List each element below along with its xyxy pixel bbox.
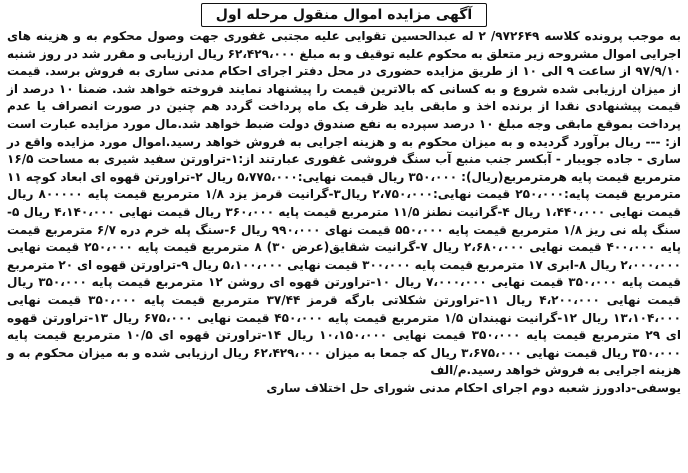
title-bar [7, 3, 681, 27]
notice-title: آگهی مزایده اموال منقول مرحله اول [201, 3, 487, 27]
notice-signature: یوسفی-دادورز شعبه دوم اجرای احکام مدنی شورای حل اختلاف ساری [266, 380, 681, 395]
notice-body: به موجب پرونده کلاسه ۹۷۲۶۴۹/ ۲ له عبدالحسین تقوایی علیه مجتبی غفوری جهت وصول محکوم به و هزینه های اجرایی اموال مشروحه زیر متعلق به محکوم علیه توقیف و به مبلغ ۶۲،۴۲۹،۰۰۰ ریال ارزیابی و مقرر شد در روز شنبه ۹۷/۹/۱۰ از ساعت ۹ الی ۱۰ از طریق مزایده حضوری در محل دفتر اجرای احکام مدنی ساری به فروش برسد. قیمت از میزان ارزیابی شده شروع و به کسانی که بالاترین قیمت را پیشنهاد نمایند فروخته خواهد شد. ضمنا ۱۰ درصد از قیمت پیشنهادی نقدا از برنده اخذ و مابقی باید ظرف یک ماه پرداخت گردد هم چنین در صورت انصراف یا عدم پرداخت بموقع مابقی وجه مبلغ ۱۰ درصد سپرده به نفع صندوق دولت ضبط خواهد شد.مال مورد مزایده عبارت است از: --- ریال برآورد گردیده و به میزان محکوم به و هزینه اجرایی به فروش خواهد رسید.اموال مورد مزایده واقع در ساری - جاده جویبار - آبکسر جنب منبع آب سنگ فروشی غفوری عبارتند از:۱-تراورتن سفید شیری به مساحت ۱۶/۵ مترمربع قیمت پایه هرمترمربع(ریال): ۳۵۰،۰۰۰ ریال قیمت نهایی:۵،۷۷۵،۰۰۰ ریال ۲-تراورتن قهوه ای ابعاد کوچه ۱۱ مترمربع قیمت پایه:۲۵۰،۰۰۰ قیمت نهایی:۲،۷۵۰،۰۰۰ ریال۳-گرانیت قرمز یزد ۱/۸ مترمربع قیمت پایه ۸۰۰۰۰۰ ریال قیمت نهایی ۱،۴۴۰،۰۰۰ ریال ۴-گرانیت نطنز ۱۱/۵ مترمربع قیمت پایه ۳۶۰،۰۰۰ ریال قیمت نهایی ۴،۱۴۰،۰۰۰ ریال ۵-سنگ پله نی ریز ۱/۸ مترمربع قیمت پایه ۵۵۰،۰۰۰ قیمت نهای ۹۹۰،۰۰۰ ریال ۶-سنگ پله خرم دره ۶/۷ مترمربع قیمت پایه ۴۰۰،۰۰۰ قیمت نهایی ۲،۶۸۰،۰۰۰ ریال ۷-گرانیت شقایق(عرض ۳۰) ۸ مترمربع قیمت پایه ۲۵۰،۰۰۰ قیمت نهایی ۲،۰۰۰،۰۰۰ ریال ۸-ابری ۱۷ مترمربع قیمت پایه ۳۰۰،۰۰۰ قیمت نهایی ۵،۱۰۰،۰۰۰ ریال ۹-تراورتن قهوه ای ۲۰ مترمربع قیمت پایه ۳۵۰،۰۰۰ قیمت نهایی ۷،۰۰۰،۰۰۰ ریال ۱۰-تراورتن قهوه ای روشن ۱۲ مترمربع قیمت پایه ۳۵۰،۰۰۰ ریال قیمت نهایی ۴،۲۰۰،۰۰۰ ریال ۱۱-تراورتن شکلاتی بارگه قرمز ۳۷/۴۴ مترمربع قیمت پایه ۳۵۰،۰۰۰ قیمت نهایی ۱۳،۱۰۴،۰۰۰ ریال ۱۲-گرانیت نهبندان ۱/۵ مترمربع قیمت پایه ۴۵۰،۰۰۰ قیمت نهایی ۶۷۵،۰۰۰ ریال ۱۳-تراورتن قهوه ای ۲۹ مترمربع قیمت پایه ۳۵۰،۰۰۰ قیمت نهایی ۱۰،۱۵۰،۰۰۰ ریال ۱۴-تراورتن قهوه ای ۱۰/۵ مترمربع قیمت پایه ۳۵۰،۰۰۰ ریال قیمت نهایی ۳،۶۷۵،۰۰۰ ریال که جمعا به میزان ۶۲،۴۲۹،۰۰۰ ریال ارزیابی شده و به میزان محکوم به و هزینه اجرایی به فروش خواهد رسید.م/الف [7, 29, 682, 378]
